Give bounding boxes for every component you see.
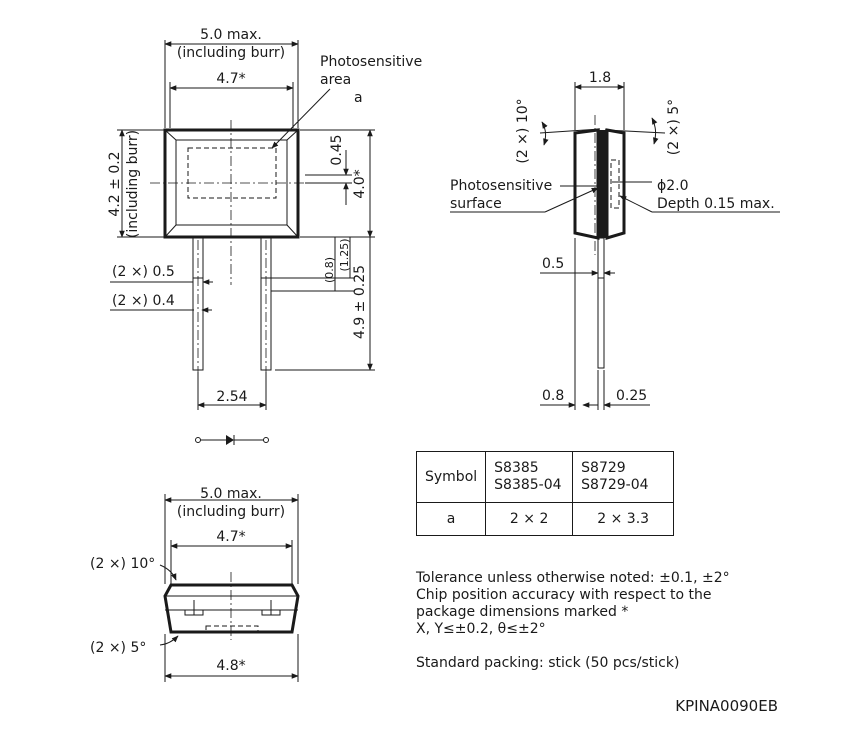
diode-symbol xyxy=(196,435,269,445)
side-thickness-label: 1.8 xyxy=(588,70,612,86)
side-dim-0-8-label: 0.8 xyxy=(542,388,565,404)
front-width-max-label: 5.0 max. xyxy=(200,27,262,43)
photosensitive-area-label-1: Photosensitive xyxy=(320,54,423,70)
table-header-col2 xyxy=(573,452,674,503)
side-surface-label-2: surface xyxy=(450,196,502,212)
notes-block xyxy=(416,570,816,672)
front-offset-label: 0.45 xyxy=(329,134,345,166)
bottom-view xyxy=(90,486,298,682)
photosensitive-area-label-a: a xyxy=(354,90,363,106)
side-depth-label: Depth 0.15 max. xyxy=(657,196,775,212)
front-height-total-note: (including burr) xyxy=(125,129,141,239)
front-lead-pitch-label: 2.54 xyxy=(216,389,248,405)
drawing-code: KPINA0090EB xyxy=(675,697,778,715)
front-height-total-label: 4.2 ± 0.2 xyxy=(107,151,123,217)
symbol-table xyxy=(416,451,674,536)
bottom-width-max-label: 5.0 max. xyxy=(200,486,262,502)
bottom-angle-bottom-label: (2 ×) 5° xyxy=(90,640,147,656)
front-dim-1-25-label: (1.25) xyxy=(338,238,351,272)
bottom-width-bottom-label: 4.8* xyxy=(216,658,246,674)
package-body-outline xyxy=(165,130,298,237)
side-angle-top-left-label: (2 ×) 10° xyxy=(515,98,531,164)
table-header-col1 xyxy=(486,452,573,503)
front-width-nominal-label: 4.7* xyxy=(216,71,246,87)
front-lead-length-label: 4.9 ± 0.25 xyxy=(352,264,368,340)
table-row-col2: 2 × 3.3 xyxy=(573,503,674,536)
window-outline xyxy=(176,140,287,225)
photosensitive-area-outline xyxy=(188,148,276,198)
side-diameter-label: ϕ2.0 xyxy=(657,178,689,194)
table-col2-line1: S8729 xyxy=(581,460,626,476)
side-lead xyxy=(598,238,604,368)
note-chip-position-2: package dimensions marked * xyxy=(416,604,629,620)
table-col2-line2: S8729-04 xyxy=(581,477,649,493)
side-surface-label-1: Photosensitive xyxy=(450,178,553,194)
front-lead-thickness-label: (2 ×) 0.4 xyxy=(112,293,175,309)
side-view xyxy=(450,70,780,410)
table-row-symbol: a xyxy=(417,503,486,536)
bottom-width-top-label: 4.7* xyxy=(216,529,246,545)
side-angle-top-right-label: (2 ×) 5° xyxy=(666,98,682,156)
front-view xyxy=(107,27,422,410)
table-header-symbol-text: Symbol xyxy=(425,469,478,485)
table-col1-line1: S8385 xyxy=(494,460,539,476)
note-chip-position-1: Chip position accuracy with respect to the xyxy=(416,587,712,603)
front-dim-0-8-label: (0.8) xyxy=(323,256,336,284)
side-body-right xyxy=(607,130,624,238)
side-dim-0-5-label: 0.5 xyxy=(542,256,565,272)
bottom-angle-top-label: (2 ×) 10° xyxy=(90,556,156,572)
note-chip-position-3: X, Y≤±0.2, θ≤±2° xyxy=(416,621,546,637)
front-lead-width-label: (2 ×) 0.5 xyxy=(112,264,175,280)
table-row-col1: 2 × 2 xyxy=(486,503,573,536)
table-header-symbol xyxy=(417,452,486,503)
note-tolerance: Tolerance unless otherwise noted: ±0.1, ±2° xyxy=(416,570,730,586)
bottom-body-outline xyxy=(165,585,298,632)
note-packing: Standard packing: stick (50 pcs/stick) xyxy=(416,655,680,671)
table-col1-line2: S8385-04 xyxy=(494,477,562,493)
side-dim-0-25-label: 0.25 xyxy=(616,388,648,404)
front-height-nominal-label: 4.0* xyxy=(352,169,368,199)
side-chip xyxy=(598,130,607,238)
bottom-width-max-note: (including burr) xyxy=(176,504,286,520)
side-body-left xyxy=(575,130,598,238)
front-width-max-note: (including burr) xyxy=(176,45,286,61)
photosensitive-area-label-2: area xyxy=(320,72,352,88)
